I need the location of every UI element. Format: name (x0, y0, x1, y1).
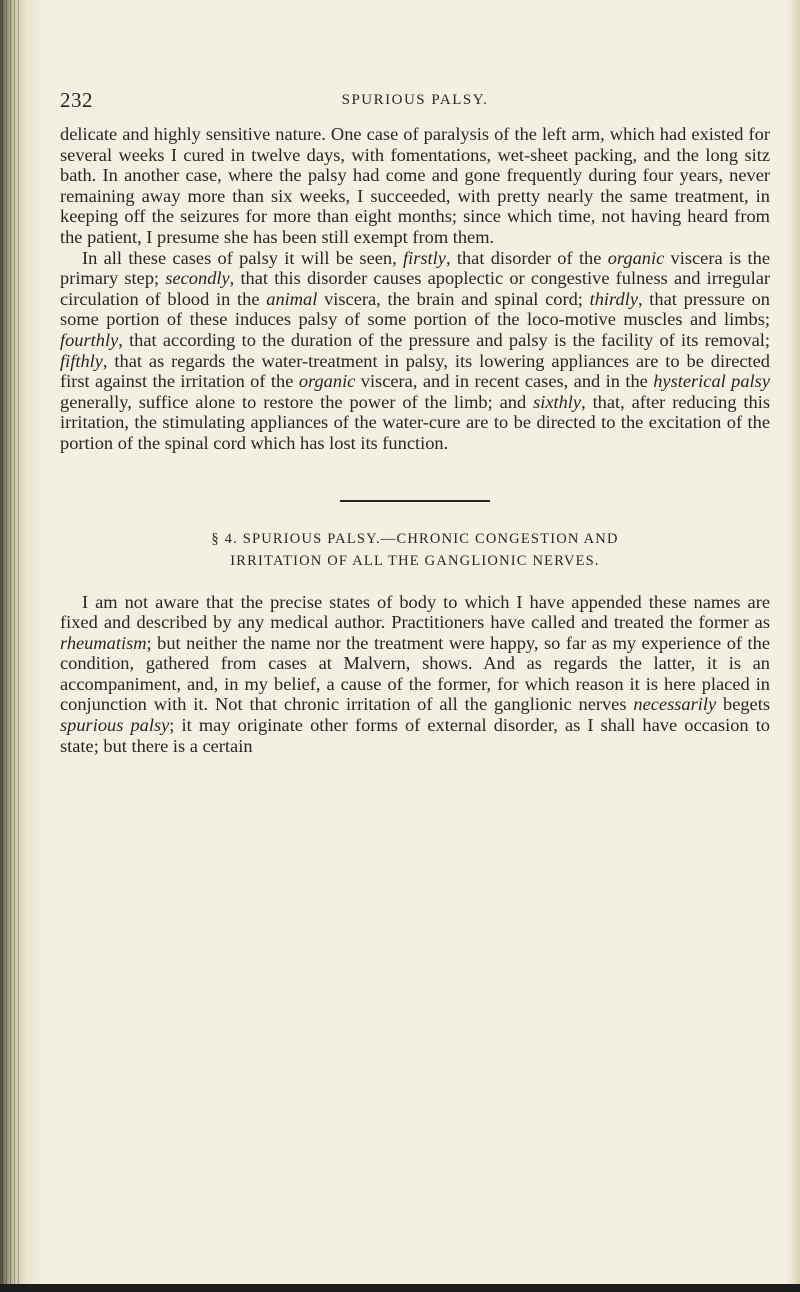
italic-phrase: secondly (165, 268, 230, 289)
italic-phrase: organic (298, 371, 356, 392)
scan-bottom-edge (0, 1284, 800, 1292)
italic-phrase: organic (607, 247, 665, 268)
section-heading (60, 528, 770, 572)
italic-phrase: spurious palsy (60, 715, 170, 736)
page-number: 232 (60, 88, 93, 112)
book-page (60, 88, 770, 756)
page-header (60, 88, 770, 124)
section-heading-line-2: IRRITATION OF ALL THE GANGLIONIC NERVES. (230, 552, 600, 569)
page-edge-shadow (786, 0, 800, 1292)
paragraph-continuation: delicate and highly sensitive nature. One case of paralysis of the left arm, which had existed for several weeks I cured in twelve days, with fomentations, wet-sheet packing, and the long sitz bath. In another case, where the palsy had come and gone frequently during four years, never remaining away more than six weeks, I succeeded, with pretty nearly the same treatment, in keeping off the seizures for more than eight months; since which time, not having heard from the patient, I presume she has been still exempt from them. (60, 124, 770, 247)
italic-phrase: fifthly (60, 350, 103, 371)
paragraph-section-intro: I am not aware that the precise states of body to which I have appended these names are fixed and described by any medical author. Practitioners have called and treated the former as rheumatism; but neither the name nor the treatment were happy, so far as my experience of the condition, gathered from cases at Malvern, shows. And as regards the latter, it is an accompaniment, and, in my belief, a cause of the former, for which reason it is here placed in conjunction with it. Not that chronic irritation of all the ganglionic nerves necessarily begets spurious palsy; it may originate other forms of external disorder, as I shall have occasion to state; but there is a certain (60, 591, 771, 756)
italic-phrase: sixthly (533, 391, 582, 412)
binding-texture (2, 0, 22, 1292)
italic-phrase: animal (266, 288, 318, 309)
italic-phrase: necessarily (633, 694, 717, 715)
paragraph-summary: In all these cases of palsy it will be seen, firstly, that disorder of the organic viscera is the primary step; secondly, that this disorder causes apoplectic or congestive fulness and irregular circulation of blood in the animal viscera, the brain and spinal cord; thirdly, that pressure on some portion of these induces palsy of some portion of the loco-motive muscles and limbs; fourthly, that according to the duration of the pressure and palsy is the facility of its removal; fifthly, that as regards the water-treatment in palsy, its lowering appliances are to be directed first against the irritation of the organic viscera, and in recent cases, and in the hysterical palsy generally, suffice alone to restore the power of the limb; and sixthly, that, after reducing this irritation, the stimulating appliances of the water-cure are to be directed to the excitation of the portion of the spinal cord which has lost its function. (60, 247, 771, 453)
italic-phrase: thirdly (589, 288, 638, 309)
section-divider (340, 500, 490, 502)
italic-phrase: hysterical palsy (653, 371, 770, 392)
running-head: SPURIOUS PALSY. (341, 92, 489, 108)
italic-phrase: fourthly (60, 329, 119, 350)
italic-phrase: rheumatism (60, 632, 147, 653)
italic-phrase: firstly (403, 247, 446, 268)
section-heading-line-1: § 4. SPURIOUS PALSY.—CHRONIC CONGESTION AND (211, 530, 619, 547)
